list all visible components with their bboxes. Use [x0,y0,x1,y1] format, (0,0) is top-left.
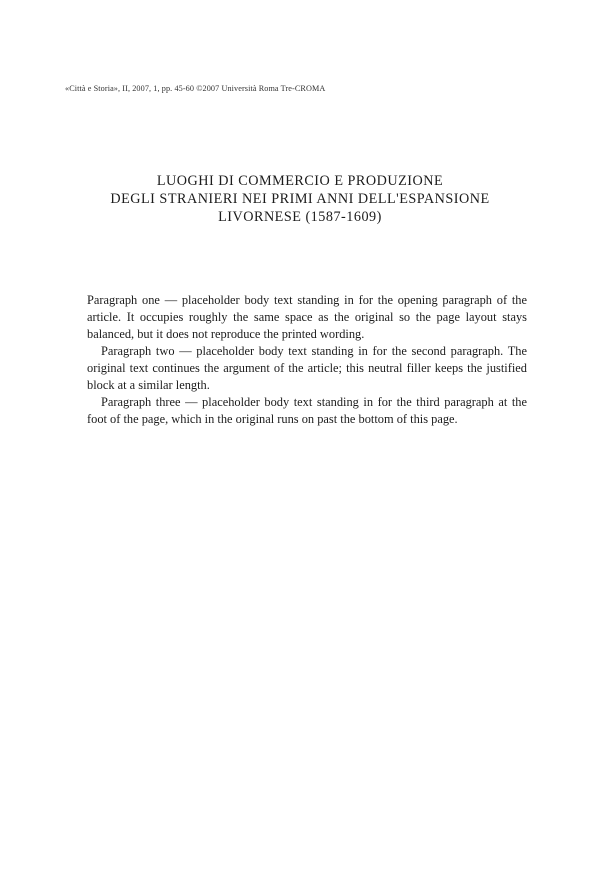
article-title-line-2: DEGLI STRANIERI NEI PRIMI ANNI DELL'ESPANSIONE [110,191,490,207]
body-text [87,292,527,428]
paragraph-3: Paragraph three — placeholder body text standing in for the third paragraph at the foot of the page, which in the original runs on past the bottom of this page. [87,395,527,426]
paragraph-2: Paragraph two — placeholder body text standing in for the second paragraph. The original text continues the argument of the article; this neutral filler keeps the justified block at a similar length. [87,344,527,392]
article-title [65,172,535,226]
article-title-line-1: LUOGHI DI COMMERCIO E PRODUZIONE [156,173,444,189]
paragraph-1: Paragraph one — placeholder body text standing in for the opening paragraph of the article. It occupies roughly the same space as the original so the page layout stays balanced, but it does not reproduce the printed wording. [87,293,527,341]
running-head: «Città e Storia», II, 2007, 1, pp. 45-60 ©2007 Università Roma Tre-CROMA [65,84,326,93]
article-title-line-3: LIVORNESE (1587-1609) [218,209,382,225]
